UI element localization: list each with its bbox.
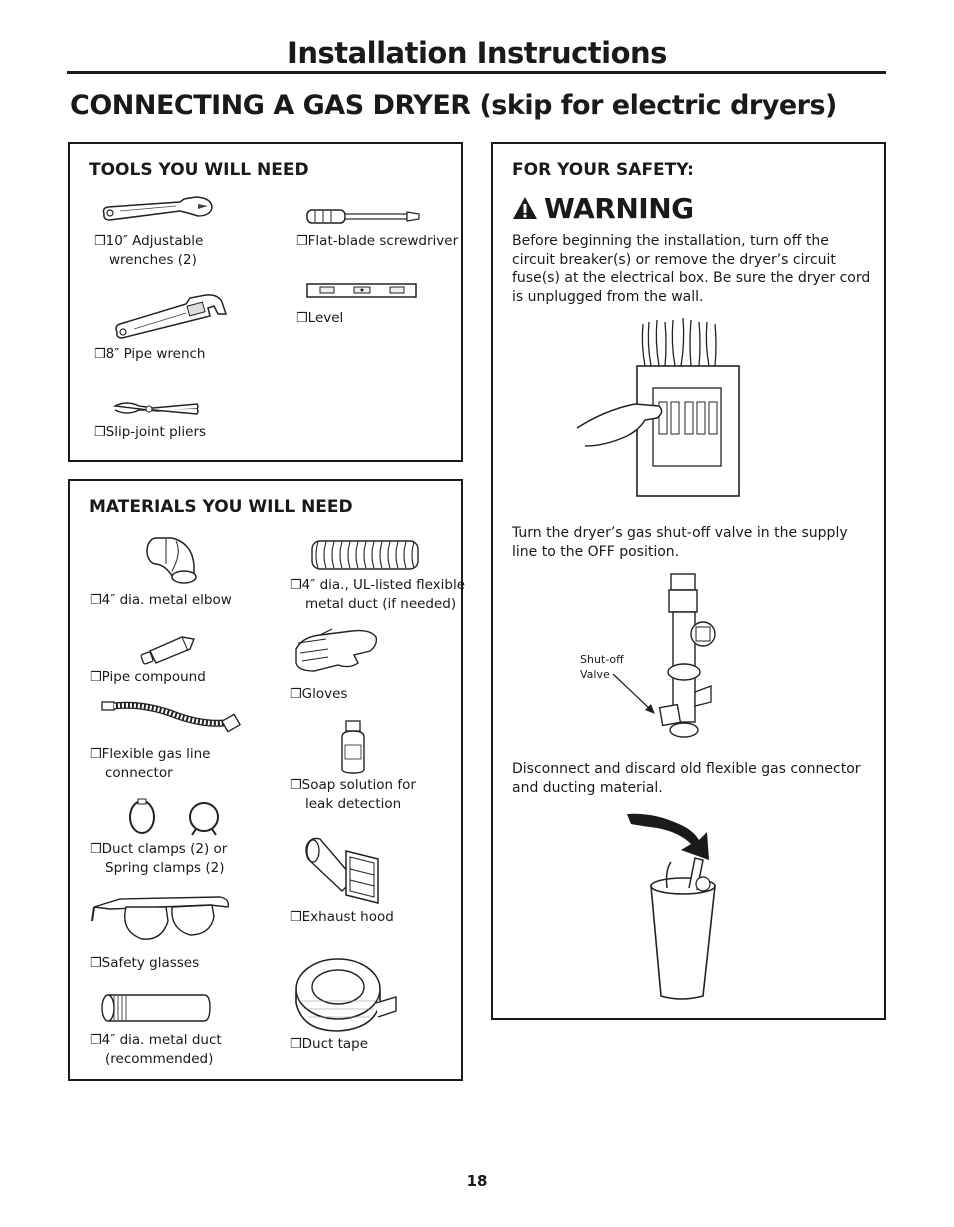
adjustable-wrench-icon <box>100 196 215 226</box>
section-title: CONNECTING A GAS DRYER (skip for electric dryers) <box>70 90 837 121</box>
trash-can-illustration <box>623 810 735 1000</box>
breaker-box-illustration <box>575 314 750 499</box>
valve-callout-label: Shut-off Valve <box>580 653 624 681</box>
page-number: 18 <box>466 1172 488 1190</box>
metal-duct-icon <box>100 993 212 1023</box>
metal-elbow-icon <box>144 535 200 585</box>
soap-bottle-icon <box>338 719 368 775</box>
gas-line-connector-icon <box>100 699 245 739</box>
material-item-duct-tape: ❒Duct tape <box>290 1036 369 1052</box>
tool-item-level: ❒Level <box>296 310 344 326</box>
tools-heading: TOOLS YOU WILL NEED <box>89 160 309 180</box>
material-item-flexible-duct: ❒4″ dia., UL-listed flexible metal duct (if needed) <box>290 577 466 612</box>
material-item-metal-elbow: ❒4″ dia. metal elbow <box>90 592 232 608</box>
warning-label: WARNING <box>544 192 694 225</box>
page-header-title: Installation Instructions <box>287 36 667 70</box>
material-item-pipe-compound: ❒Pipe compound <box>90 669 206 685</box>
tool-item-adjustable-wrench: ❒10″ Adjustable wrenches (2) <box>94 233 204 268</box>
safety-heading: FOR YOUR SAFETY: <box>512 160 694 180</box>
duct-clamps-icon <box>126 799 226 839</box>
tools-box <box>68 142 463 462</box>
safety-paragraph-valve: Turn the dryer’s gas shut-off valve in the supply line to the OFF position. <box>512 525 848 560</box>
level-icon <box>306 282 418 300</box>
gloves-icon <box>292 627 380 679</box>
safety-glasses-icon <box>90 891 232 943</box>
flexible-duct-icon <box>308 539 422 571</box>
valve-callout-arrow <box>611 672 661 718</box>
material-item-gas-line-connector: ❒Flexible gas line connector <box>90 746 211 781</box>
screwdriver-icon <box>305 206 423 226</box>
material-item-exhaust-hood: ❒Exhaust hood <box>290 909 394 925</box>
materials-box <box>68 479 466 1081</box>
duct-tape-icon <box>292 951 400 1033</box>
tool-item-pipe-wrench: ❒8″ Pipe wrench <box>94 346 206 362</box>
material-item-metal-duct: ❒4″ dia. metal duct (recommended) <box>90 1032 222 1067</box>
safety-box <box>491 142 886 1020</box>
safety-paragraph-discard: Disconnect and discard old flexible gas connector and ducting material. <box>512 761 861 796</box>
tool-item-screwdriver: ❒Flat-blade screwdriver <box>296 233 459 249</box>
material-item-gloves: ❒Gloves <box>290 686 348 702</box>
tool-item-pliers: ❒Slip-joint pliers <box>94 424 207 440</box>
material-item-soap-solution: ❒Soap solution for leak detection <box>290 777 416 812</box>
pipe-wrench-icon <box>114 292 229 342</box>
exhaust-hood-icon <box>302 829 382 905</box>
warning-triangle-icon <box>512 196 538 220</box>
material-item-safety-glasses: ❒Safety glasses <box>90 955 200 971</box>
header-rule <box>67 71 886 74</box>
materials-heading: MATERIALS YOU WILL NEED <box>89 497 353 517</box>
pliers-icon <box>113 398 201 420</box>
material-item-clamps: ❒Duct clamps (2) or Spring clamps (2) <box>90 841 228 876</box>
pipe-compound-tube-icon <box>140 631 196 667</box>
safety-paragraph-circuit: Before beginning the installation, turn off the circuit breaker(s) or remove the dryer’s circuit fuse(s) at the electrical box. Be sure the dryer cord is unplugged from the wall. <box>512 233 871 305</box>
